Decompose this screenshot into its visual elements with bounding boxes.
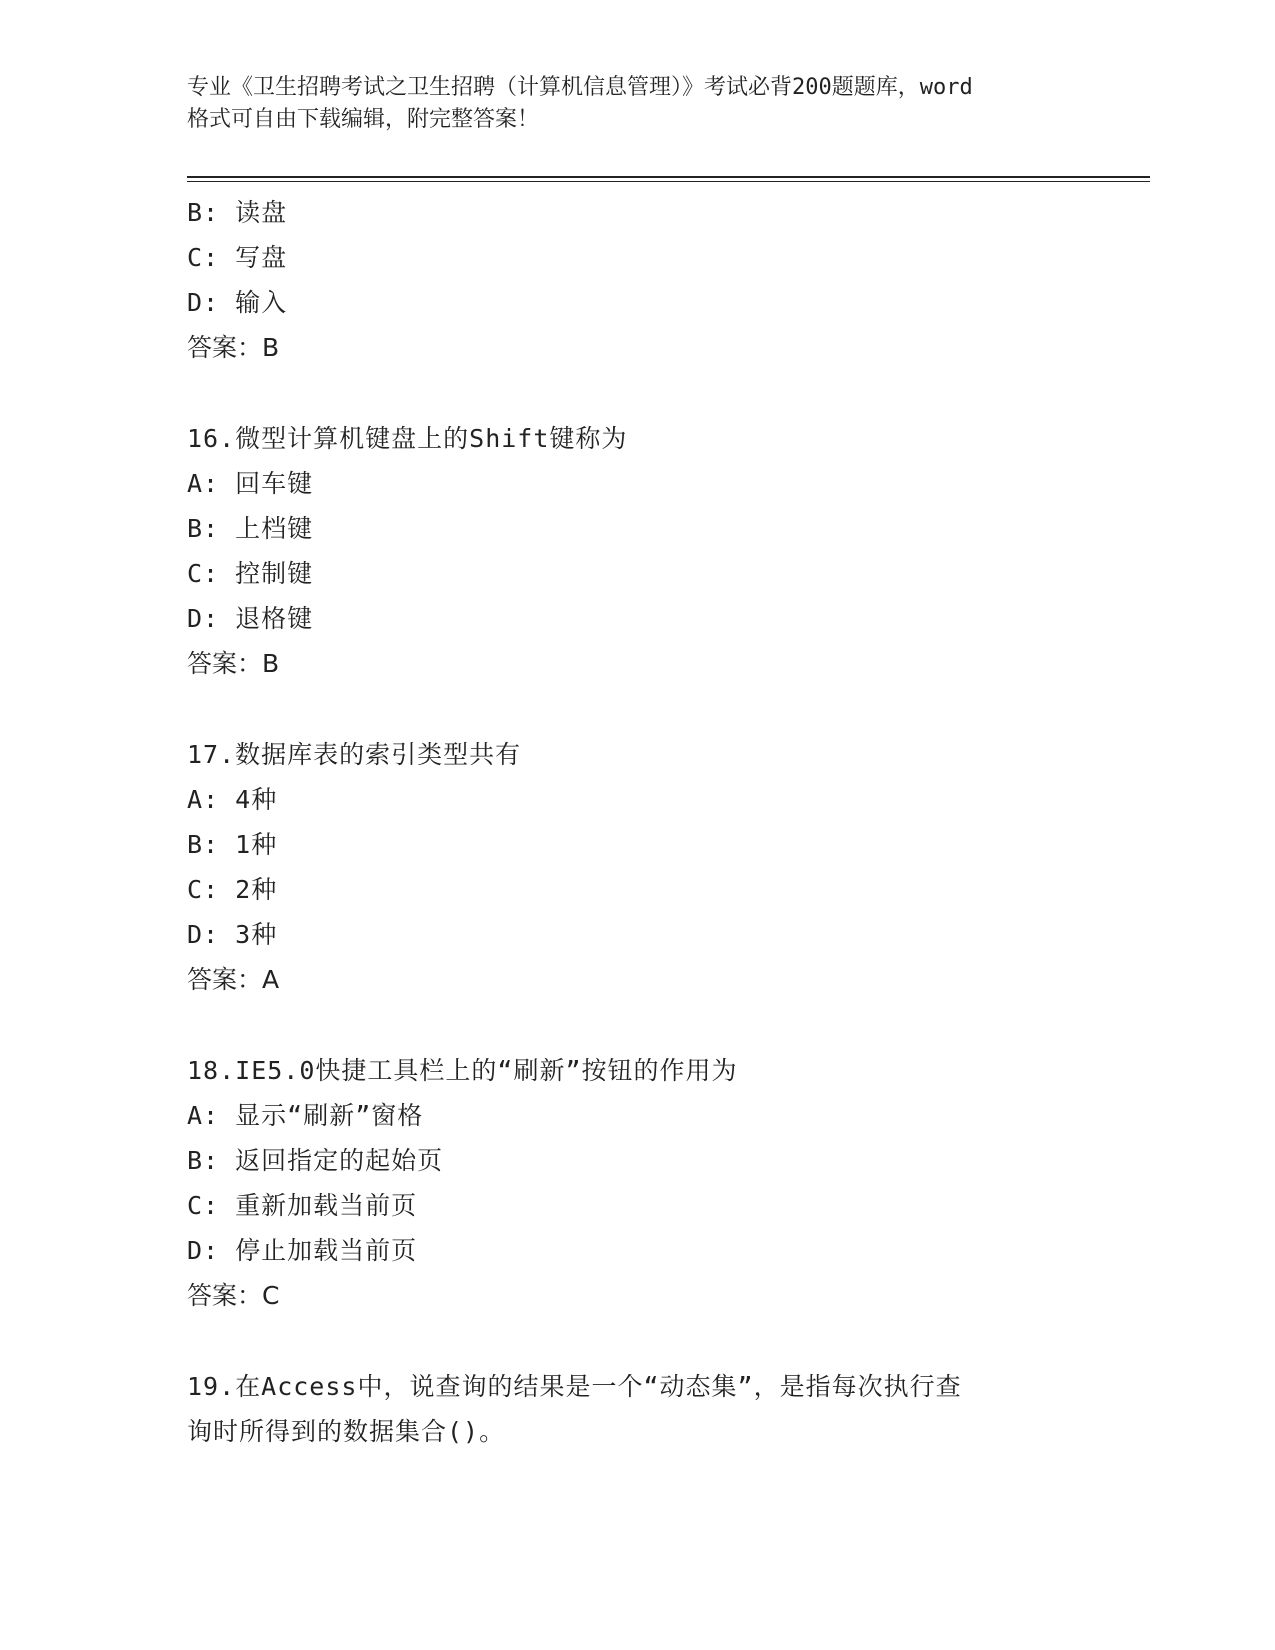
option-b: B: 读盘 xyxy=(187,198,288,227)
answer-label: 答案：C xyxy=(187,1281,280,1310)
answer-label: 答案：B xyxy=(187,649,280,678)
question-stem: 16.微型计算机键盘上的Shift键称为 xyxy=(187,424,628,453)
question-16 xyxy=(187,416,1087,686)
option-c: C: 写盘 xyxy=(187,243,288,272)
question-15-tail xyxy=(187,190,1087,370)
question-stem: 17.数据库表的索引类型共有 xyxy=(187,740,522,769)
header-divider-thin xyxy=(187,181,1150,182)
question-stem: 18.IE5.0快捷工具栏上的“刷新”按钮的作用为 xyxy=(187,1056,738,1085)
question-stem-line-1: 19.在Access中，说查询的结果是一个“动态集”，是指每次执行查 xyxy=(187,1372,962,1401)
option-b: B: 返回指定的起始页 xyxy=(187,1146,444,1175)
question-17 xyxy=(187,732,1087,1002)
spacer xyxy=(187,686,1087,732)
option-c: C: 控制键 xyxy=(187,559,314,588)
option-d: D: 3种 xyxy=(187,920,278,949)
option-b: B: 1种 xyxy=(187,830,278,859)
question-18 xyxy=(187,1048,1087,1318)
option-a: A: 显示“刷新”窗格 xyxy=(187,1101,424,1130)
option-d: D: 退格键 xyxy=(187,604,314,633)
question-list xyxy=(187,190,1087,1454)
header-title-line-1: 专业《卫生招聘考试之卫生招聘（计算机信息管理）》考试必背200题题库，word xyxy=(187,75,973,100)
document-header xyxy=(187,72,1087,136)
spacer xyxy=(187,1318,1087,1364)
spacer xyxy=(187,1002,1087,1048)
spacer xyxy=(187,370,1087,416)
option-d: D: 输入 xyxy=(187,288,288,317)
answer-label: 答案：B xyxy=(187,333,280,362)
question-stem-line-2: 询时所得到的数据集合()。 xyxy=(187,1417,506,1446)
header-divider-thick xyxy=(187,176,1150,178)
option-a: A: 4种 xyxy=(187,785,278,814)
answer-label: 答案：A xyxy=(187,965,280,994)
option-d: D: 停止加载当前页 xyxy=(187,1236,418,1265)
option-b: B: 上档键 xyxy=(187,514,314,543)
header-title-line-2: 格式可自由下载编辑，附完整答案！ xyxy=(187,107,540,132)
option-a: A: 回车键 xyxy=(187,469,314,498)
option-c: C: 重新加载当前页 xyxy=(187,1191,418,1220)
question-19 xyxy=(187,1364,1087,1454)
option-c: C: 2种 xyxy=(187,875,278,904)
